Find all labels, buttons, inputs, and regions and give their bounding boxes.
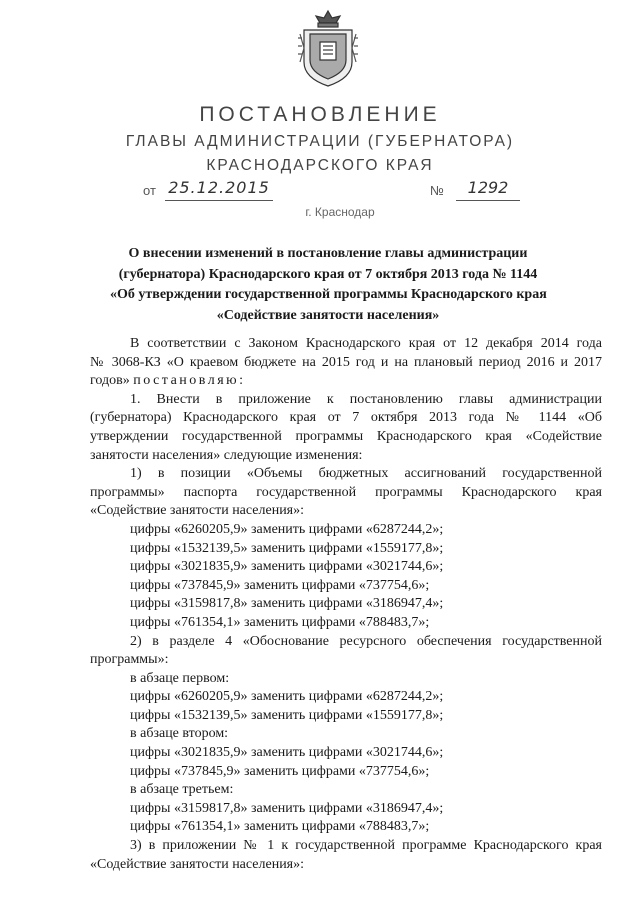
handwritten-date: 25.12.2015 <box>165 178 273 201</box>
subsection-label: в абзаце третьем: <box>130 782 234 798</box>
replacement-line: цифры «761354,1» заменить цифрами «788483,7»; <box>130 614 430 630</box>
coat-of-arms-emblem <box>296 8 360 92</box>
date-label: от <box>143 183 156 198</box>
body-line <box>90 372 602 391</box>
body-line: утверждении государственной программы Краснодарского края «Содействие <box>90 428 602 444</box>
replacement-line: цифры «737845,9» заменить цифрами «737754,6»; <box>130 577 430 593</box>
body-line: 3) в приложении № 1 к государственной программе Краснодарского края <box>130 838 602 854</box>
title-line: «Содействие занятости населения» <box>216 307 440 323</box>
body-line: «Содействие занятости населения»: <box>90 856 305 872</box>
document-type-heading: ПОСТАНОВЛЕНИЕ <box>199 103 441 126</box>
body-line: № 3068-КЗ «О краевом бюджете на 2015 год и на плановый период 2016 и 2017 <box>90 354 602 370</box>
document-body <box>90 335 602 874</box>
resolution-keyword: постановляю: <box>133 373 246 389</box>
body-line: 1. Внести в приложение к постановлению главы администрации <box>130 391 602 407</box>
region-heading: КРАСНОДАРСКОГО КРАЯ <box>206 157 434 174</box>
body-line: 2) в разделе 4 «Обоснование ресурсного обеспечения государственной <box>130 633 602 649</box>
subsection-label: в абзаце первом: <box>130 670 230 686</box>
body-text: годов» <box>90 373 130 389</box>
body-line: программы» паспорта государственной программы Краснодарского края <box>90 484 602 500</box>
replacement-line: цифры «3159817,8» заменить цифрами «3186947,4»; <box>130 800 444 816</box>
replacement-line: цифры «3021835,9» заменить цифрами «3021744,6»; <box>130 559 444 575</box>
replacement-line: цифры «1532139,5» заменить цифрами «1559177,8»; <box>130 707 444 723</box>
replacement-line: цифры «737845,9» заменить цифрами «737754,6»; <box>130 763 430 779</box>
body-line: занятости населения» следующие изменения: <box>90 447 363 463</box>
issuer-heading: ГЛАВЫ АДМИНИСТРАЦИИ (ГУБЕРНАТОРА) <box>125 133 515 150</box>
body-line: (губернатора) Краснодарского края от 7 октября 2013 года № 1144 «Об <box>90 410 602 426</box>
body-line: «Содействие занятости населения»: <box>90 503 305 519</box>
subsection-label: в абзаце втором: <box>130 726 229 742</box>
replacement-line: цифры «3159817,8» заменить цифрами «3186947,4»; <box>130 596 444 612</box>
number-label: № <box>430 183 444 198</box>
handwritten-number: 1292 <box>456 178 520 201</box>
body-line: программы»: <box>90 652 169 668</box>
title-line: О внесении изменений в постановление главы администрации <box>128 246 528 261</box>
replacement-line: цифры «6260205,9» заменить цифрами «6287244,2»; <box>130 521 444 537</box>
replacement-line: цифры «6260205,9» заменить цифрами «6287244,2»; <box>130 689 444 705</box>
title-line: (губернатора) Краснодарского края от 7 октября 2013 года № 1144 <box>118 266 538 282</box>
replacement-line: цифры «1532139,5» заменить цифрами «1559177,8»; <box>130 540 444 556</box>
replacement-line: цифры «3021835,9» заменить цифрами «3021744,6»; <box>130 745 444 761</box>
document-title <box>110 244 546 326</box>
body-line: В соответствии с Законом Краснодарского края от 12 декабря 2014 года <box>130 336 602 351</box>
replacement-line: цифры «761354,1» заменить цифрами «788483,7»; <box>130 819 430 835</box>
body-line: 1) в позиции «Объемы бюджетных ассигнований государственной <box>130 466 602 482</box>
title-line: «Об утверждении государственной программы Краснодарского края <box>110 287 547 302</box>
city-label: г. Краснодар <box>305 205 375 219</box>
